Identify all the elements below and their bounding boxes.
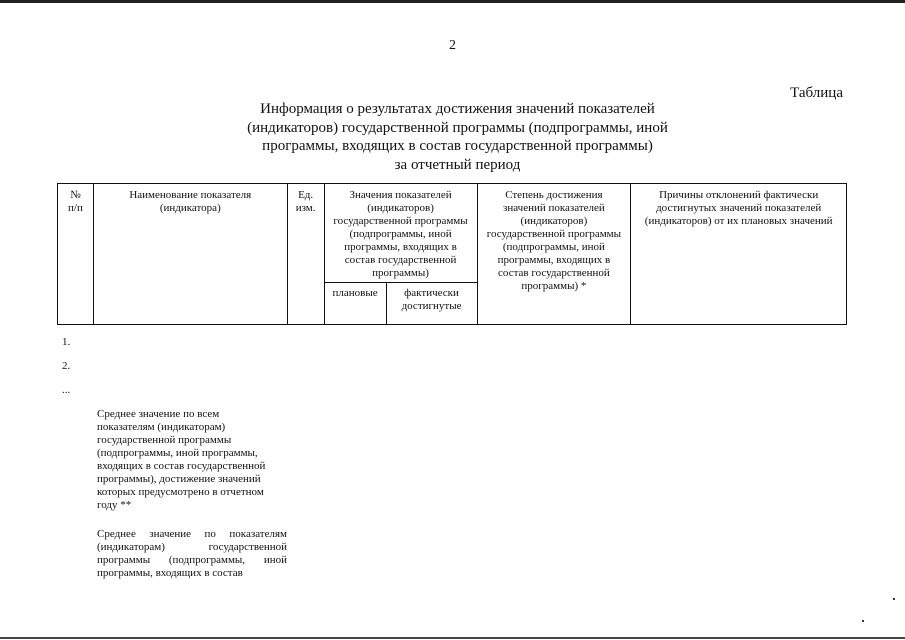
title-line: программы, входящих в состав государственной программы) [262, 138, 653, 154]
subheader-actual: фактически достигнутые [386, 283, 477, 325]
header-achievement-degree: Степень достижения значений показателей (индикаторов) государственной программы (подпрограммы, иной программы, входящих в состав государственной программы) * [477, 184, 631, 325]
row-ellipsis: ... [62, 384, 71, 396]
subheader-planned: плановые [324, 283, 386, 325]
scan-speck [893, 598, 895, 600]
header-num: № п/п [58, 184, 94, 325]
average-all-indicators-text: Среднее значение по всем показателям (индикаторам) государственной программы (подпрограммы, иной программы, входящих в состав государственной программы), достижение значений которых предусмотрено в отчетном году ** [97, 408, 266, 511]
average-indicators-text: Среднее значение по показателям (индикаторам) государственной программы (подпрограммы, иной программы, входящих в состав [97, 528, 287, 579]
header-values: Значения показателей (индикаторов) государственной программы (подпрограммы, иной программы, входящих в состав государственной программы) [324, 184, 477, 283]
indicator-table [57, 183, 847, 325]
row-number: 1. [62, 336, 71, 348]
row-number: 2. [62, 360, 71, 372]
bottom-border-line [0, 637, 905, 639]
table-header-row [58, 184, 847, 283]
document-title [200, 100, 715, 174]
title-line: за отчетный период [394, 156, 521, 173]
page-number: 2 [449, 38, 456, 53]
header-indicator-name: Наименование показателя (индикатора) [93, 184, 287, 325]
header-unit: Ед. изм. [287, 184, 324, 325]
title-line: (индикаторов) государственной программы (подпрограммы, иной [247, 119, 668, 136]
header-deviation-reasons: Причины отклонений фактически достигнутых значений показателей (индикаторов) от их плановых значений [631, 184, 847, 325]
scan-speck [862, 620, 864, 622]
table-label: Таблица [790, 85, 843, 101]
title-line: Информация о результатах достижения значений показателей [260, 101, 655, 117]
top-border-line [0, 0, 905, 3]
